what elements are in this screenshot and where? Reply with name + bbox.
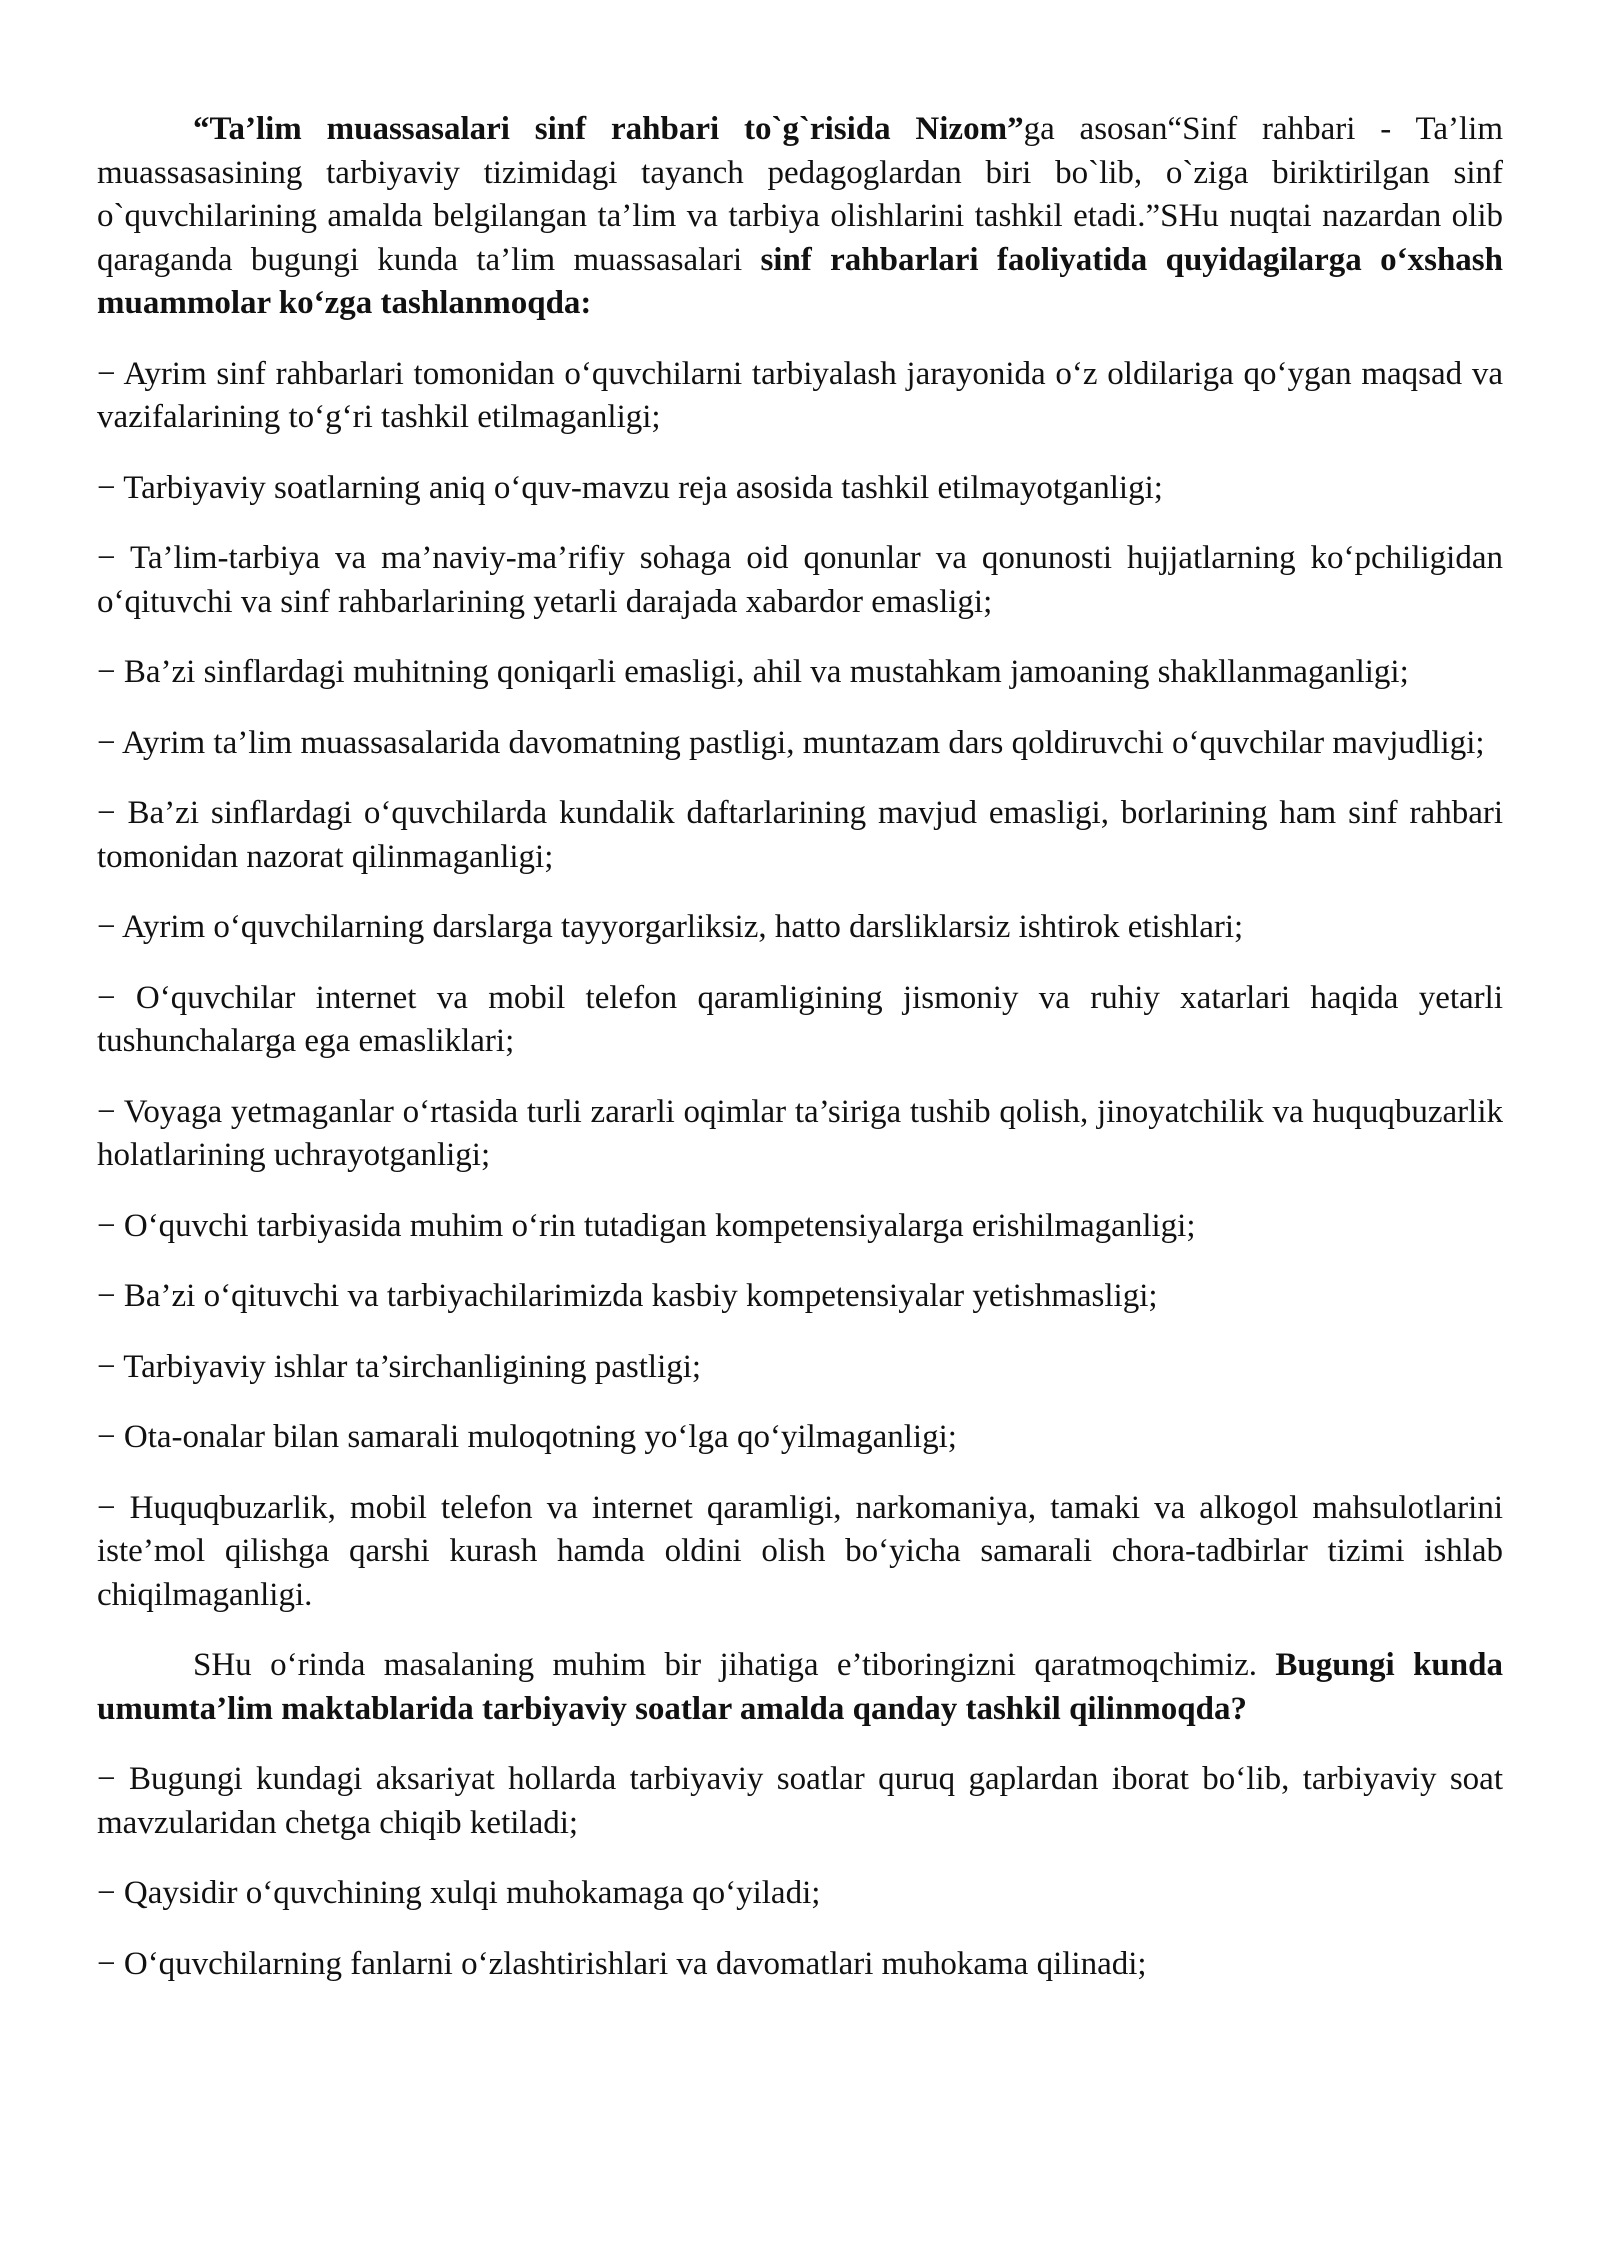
second-text: SHu o‘rinda masalaning muhim bir jihatiga e’tiboringizni qaratmoqchimiz. [193,1647,1276,1683]
list-item: − Ba’zi sinflardagi o‘quvchilarda kundalik daftarlarining mavjud emasligi, borlarining ham sinf rahbari tomonidan nazorat qilinmaganligi; [97,795,1503,875]
list-item: − O‘quvchi tarbiyasida muhim o‘rin tutadigan kompetensiyalarga erishilmaganligi; [97,1207,1196,1244]
list-item: − Ayrim ta’lim muassasalarida davomatning pastligi, muntazam dars qoldiruvchi o‘quvchilar mavjudligi; [97,724,1485,761]
list-item: − Ota-onalar bilan samarali muloqotning yo‘lga qo‘yilmaganligi; [97,1419,957,1455]
list-item: − Ta’lim-tarbiya va ma’naviy-ma’rifiy sohaga oid qonunlar va qonunosti hujjatlarning ko‘pchiligidan o‘qituvchi va sinf rahbarlarining yetarli darajada xabardor emasligi; [97,540,1503,620]
list-item: − Ba’zi sinflardagi muhitning qoniqarli emasligi, ahil va mustahkam jamoaning shakllanmaganligi; [97,654,1409,690]
list-item: − Qaysidir o‘quvchining xulqi muhokamaga qo‘yiladi; [97,1875,821,1911]
intro-text: ga asosan“Sinf rahbari - Ta’lim muassasasining tarbiyaviy tizimidagi tayanch pedagoglardan biri bo`lib, o`ziga biriktirilgan sinf o`quvchilarining amalda belgilangan ta’lim va tarbiya olishlarini tashkil etadi.”SHu nuqtai nazardan olib qaraganda bugungi kunda ta’lim muassasalari [97,111,1503,278]
nizom-title: “Ta’lim muassasalari sinf rahbari to`g`risida Nizom” [193,111,1024,147]
list-item: − Tarbiyaviy ishlar ta’sirchanligining pastligi; [97,1348,702,1385]
list-item: − Ba’zi o‘qituvchi va tarbiyachilarimizda kasbiy kompetensiyalar yetishmasligi; [97,1278,1158,1314]
list-item: − Huquqbuzarlik, mobil telefon va internet qaramligi, narkomaniya, tamaki va alkogol mahsulotlarini iste’mol qilishga qarshi kurash hamda oldini olish bo‘yicha samarali chora-tadbirlar tizimi ishlab chiqilmaganligi. [97,1489,1503,1613]
problems-list [97,353,1503,1618]
second-paragraph [97,1644,1503,1731]
list-item: − Tarbiyaviy soatlarning aniq o‘quv-mavzu reja asosida tashkil etilmayotganligi; [97,469,1163,506]
list-item: − O‘quvchilar internet va mobil telefon qaramligining jismoniy va ruhiy xatarlari haqida yetarli tushunchalarga ega emasliklari; [97,979,1503,1059]
list-item: − Ayrim o‘quvchilarning darslarga tayyorgarliksiz, hatto darsliklarsiz ishtirok etishlari; [97,909,1244,945]
document-page [97,108,1503,1986]
problems-heading: sinf rahbarlari faoliyatida quyidagilarga o‘xshash muammolar ko‘zga tashlanmoqda: [97,241,1504,321]
question-heading: Bugungi kunda umumta’lim maktablarida tarbiyaviy soatlar amalda qanday tashkil qilinmoqda? [97,1647,1503,1727]
answers-list [97,1758,1503,1986]
list-item: − Bugungi kundagi aksariyat hollarda tarbiyaviy soatlar quruq gaplardan iborat bo‘lib, tarbiyaviy soat mavzularidan chetga chiqib ketiladi; [97,1761,1503,1841]
list-item: − Ayrim sinf rahbarlari tomonidan o‘quvchilarni tarbiyalash jarayonida o‘z oldilariga qo‘ygan maqsad va vazifalarining to‘g‘ri tashkil etilmaganligi; [97,355,1503,435]
list-item: − Voyaga yetmaganlar o‘rtasida turli zararli oqimlar ta’siriga tushib qolish, jinoyatchilik va huquqbuzarlik holatlarining uchrayotganligi; [97,1093,1503,1173]
list-item: − O‘quvchilarning fanlarni o‘zlashtirishlari va davomatlari muhokama qilinadi; [97,1945,1147,1982]
intro-paragraph [97,108,1503,326]
